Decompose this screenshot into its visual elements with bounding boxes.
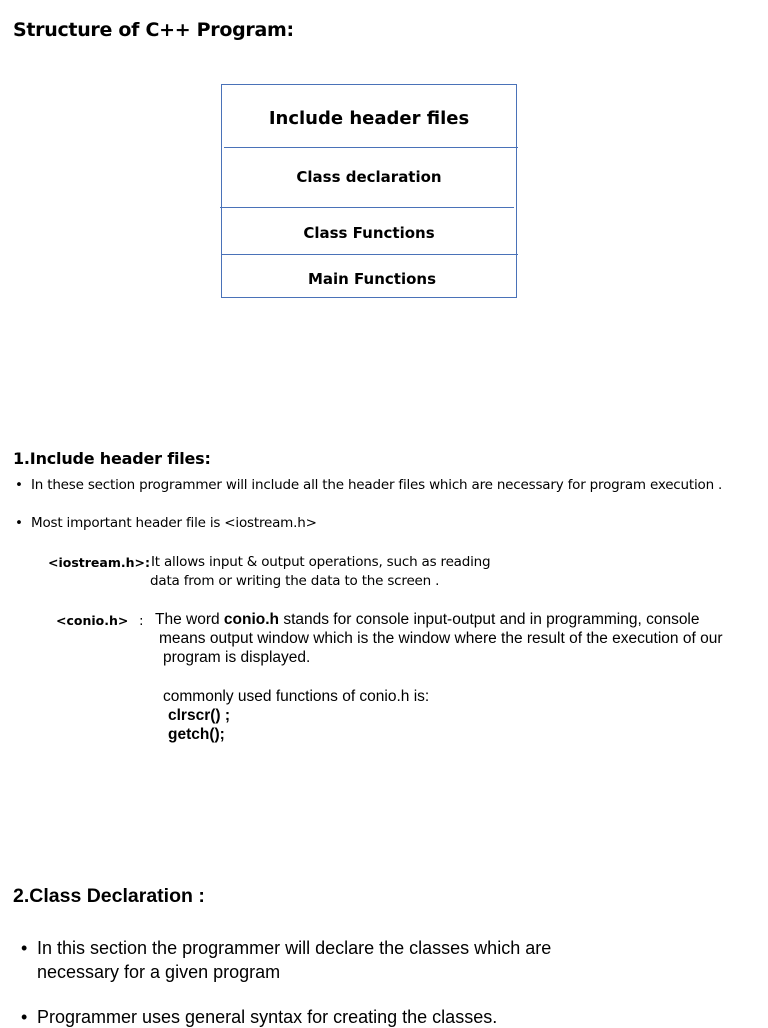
iostream-description-line1: It allows input & output operations, such as reading (151, 554, 491, 570)
conio-function-getch: getch(); (168, 726, 225, 743)
structure-row-header-files: Include header files (268, 108, 470, 129)
structure-divider (224, 147, 518, 148)
conio-description-line3: program is displayed. (163, 649, 311, 666)
section1-bullet-1: In these section programmer will include all the header files which are necessary for program execution . (31, 477, 723, 493)
iostream-label: <iostream.h>: (48, 555, 150, 570)
conio-description-line2: means output window which is the window where the result of the execution of our (159, 630, 723, 647)
conio-text: stands for console input-output and in programming, console (279, 611, 700, 628)
bullet-marker: • (15, 515, 23, 531)
iostream-description-line2: data from or writing the data to the screen . (150, 573, 440, 589)
page-title: Structure of C++ Program: (13, 19, 294, 41)
section2-bullet-2: Programmer uses general syntax for creating the classes. (37, 1007, 498, 1027)
conio-label: <conio.h> (56, 613, 129, 628)
structure-row-main-functions: Main Functions (307, 270, 437, 288)
conio-term: conio.h (223, 611, 280, 628)
structure-row-class-declaration: Class declaration (296, 168, 442, 186)
structure-divider (222, 254, 518, 255)
section1-heading: 1.Include header files: (13, 449, 211, 468)
section2-heading: 2.Class Declaration : (13, 885, 205, 907)
section1-bullet-2: Most important header file is <iostream.h> (31, 515, 317, 531)
structure-divider (220, 207, 514, 208)
structure-diagram (221, 84, 517, 298)
conio-description-line1 (155, 611, 700, 629)
section2-bullet-1-line2: necessary for a given program (37, 962, 281, 982)
bullet-marker: • (21, 938, 28, 958)
conio-colon: : (139, 613, 144, 629)
conio-function-clrscr: clrscr() ; (168, 707, 231, 724)
section2-bullet-1-line1: In this section the programmer will declare the classes which are (37, 938, 552, 958)
conio-text: The word (155, 611, 224, 628)
structure-row-class-functions: Class Functions (303, 224, 435, 242)
conio-functions-intro: commonly used functions of conio.h is: (163, 688, 430, 705)
bullet-marker: • (15, 477, 23, 493)
bullet-marker: • (21, 1007, 28, 1027)
